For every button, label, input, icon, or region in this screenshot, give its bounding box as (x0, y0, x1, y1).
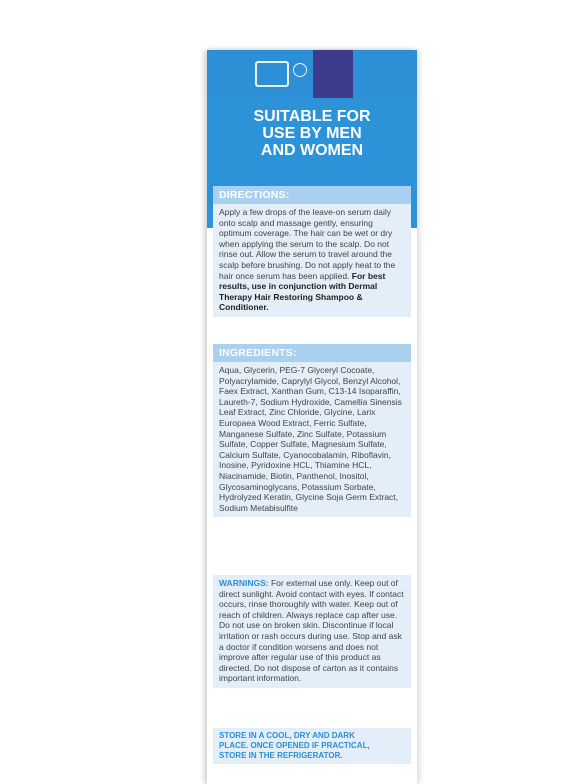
ingredients-panel (213, 344, 411, 517)
brand-stripe (313, 50, 353, 98)
hero-title: SUITABLE FOR USE BY MEN AND WOMEN (253, 108, 371, 159)
brand-logo (255, 61, 289, 87)
directions-heading: DIRECTIONS: (213, 186, 411, 204)
storage-note: STORE IN A COOL, DRY AND DARK PLACE. ONCE OPENED IF PRACTICAL, STORE IN THE REFRIGERATOR. (213, 728, 411, 764)
ingredients-text: Aqua, Glycerin, PEG-7 Glyceryl Cocoate, Polyacrylamide, Caprylyl Glycol, Benzyl Alcohol, Faex Extract, Xanthan Gum, C13-14 Isoparaffin, Laureth-7, Sodium Hydroxide, Camellia Sinensis Leaf Extract, Zinc Chloride, Glycine, Larix Europaea Wood Extract, Ferric Sulfate, Manganese Sulfate, Zinc Sulfate, Potassium Sulfate, Copper Sulfate, Magnesium Sulfate, Calcium Sulfate, Cyanocobalamin, Riboflavin, Inosine, Pyridoxine HCL, Thiamine HCL, Niacinamide, Biotin, Panthenol, Inositol, Glycosaminoglycans, Potassium Sorbate, Hydrolyzed Keratin, Glycine Soja Germ Extract, Sodium Metabisulfite (219, 365, 402, 513)
directions-text (213, 204, 411, 313)
warnings-label: WARNINGS: (219, 578, 269, 588)
warnings-body: For external use only. Keep out of direct sunlight. Avoid contact with eyes. If contact occurs, rinse thoroughly with water. Keep out of reach of children. Always replace cap after use. Do not use on broken skin. Discontinue if local irritation or rash occurs during use. Stop and ask a doctor if condition worsens and does not improve after regular use of this product as directed. Do not dispose of carton as it contains important information. (219, 578, 404, 684)
directions-body: Apply a few drops of the leave-on serum daily onto scalp and massage gently, ensuring optimum coverage. The hair can be wet or dry when applying the serum to the scalp. Do not rinse out. Allow the serum to travel around the scalp before brushing. Do not apply heat to the hair once serum has been applied. (219, 207, 396, 281)
product-carton (207, 50, 417, 784)
warnings-panel (213, 575, 411, 688)
directions-panel (213, 186, 411, 317)
carton-top (207, 50, 417, 98)
ingredients-heading: INGREDIENTS: (213, 344, 411, 362)
seal-icon (293, 63, 307, 77)
directions-bold-note: For best results, use in conjunction with Dermal Therapy Hair Restoring Shampoo & Conditioner. (219, 270, 386, 313)
